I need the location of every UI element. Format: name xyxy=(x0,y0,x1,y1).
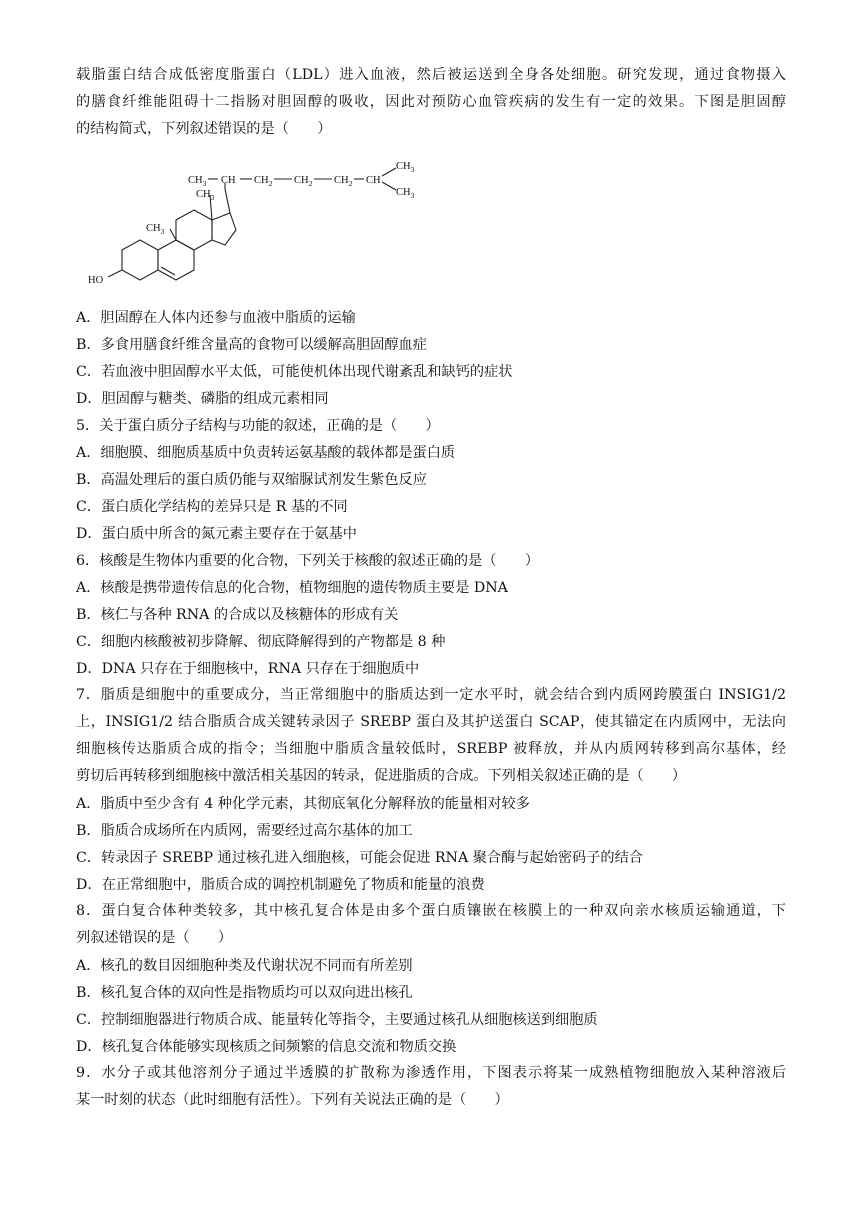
structure-label: $CH_3$ xyxy=(396,161,415,174)
question-7-option-a: A．脂质中至少含有 4 种化学元素，其彻底氧化分解释放的能量相对较多 xyxy=(76,796,530,812)
question-6-option-a: A．核酸是携带遗传信息的化合物，植物细胞的遗传物质主要是 DNA xyxy=(76,580,508,596)
question-5-stem: 5．关于蛋白质分子结构与功能的叙述，正确的是（ ） xyxy=(76,418,440,434)
question-4-intro-line: 的膳食纤维能阻碍十二指肠对胆固醇的吸收，因此对预防心血管疾病的发生有一定的效果。下图是胆固醇 xyxy=(76,94,786,110)
question-7-stem xyxy=(76,682,786,790)
question-8-option-d: D．核孔复合体能够实现核质之间频繁的信息交流和物质交换 xyxy=(76,1039,457,1055)
structure-label: $CH_2$ xyxy=(254,175,273,188)
question-8-stem-line: 列叙述错误的是（ ） xyxy=(76,930,233,946)
structure-label: HO xyxy=(88,275,104,286)
question-4-intro xyxy=(76,62,786,143)
question-8-stem xyxy=(76,898,786,952)
structure-label: $CH_3$ xyxy=(396,187,415,200)
question-4-intro-line: 载脂蛋白结合成低密度脂蛋白（LDL）进入血液，然后被运送到全身各处细胞。研究发现，通过食物摄入 xyxy=(76,67,786,83)
question-6-option-c: C．细胞内核酸被初步降解、彻底降解得到的产物都是 8 种 xyxy=(76,634,446,650)
structure-label: $CH_3$ xyxy=(188,175,207,188)
question-7-stem-line: 上，INSIG1/2 结合脂质合成关键转录因子 SREBP 蛋白及其护送蛋白 SCAP，使其锚定在内质网中，无法向 xyxy=(76,714,786,730)
question-7-option-b: B．脂质合成场所在内质网，需要经过高尔基体的加工 xyxy=(76,823,413,839)
question-6-option-d: D．DNA 只存在于细胞核中，RNA 只存在于细胞质中 xyxy=(76,661,420,677)
question-4-option-d: D．胆固醇与糖类、磷脂的组成元素相同 xyxy=(76,391,329,407)
question-9-stem-line: 9．水分子或其他溶剂分子通过半透膜的扩散称为渗透作用，下图表示将某一成熟植物细胞放入某种溶液后 xyxy=(76,1065,786,1081)
question-6-option-b: B．核仁与各种 RNA 的合成以及核糖体的形成有关 xyxy=(76,607,399,623)
question-7-stem-line: 剪切后再转移到细胞核中激活相关基因的转录，促进脂质的合成。下列相关叙述正确的是（ ） xyxy=(76,768,687,784)
question-5-option-c: C．蛋白质化学结构的差异只是 R 基的不同 xyxy=(76,499,348,515)
question-4-option-b: B．多食用膳食纤维含量高的食物可以缓解高胆固醇血症 xyxy=(76,337,427,353)
question-8-stem-line: 8．蛋白复合体种类较多，其中核孔复合体是由多个蛋白质镶嵌在核膜上的一种双向亲水核质运输通道，下 xyxy=(76,903,786,919)
question-8-option-b: B．核孔复合体的双向性是指物质均可以双向进出核孔 xyxy=(76,985,413,1001)
question-7-stem-line: 7．脂质是细胞中的重要成分，当正常细胞中的脂质达到一定水平时，就会结合到内质网跨膜蛋白 INSIG1/2 xyxy=(76,687,786,703)
question-7-option-c: C．转录因子 SREBP 通过核孔进入细胞核，可能会促进 RNA 聚合酶与起始密码子的结合 xyxy=(76,850,643,866)
question-9-stem-line: 某一时刻的状态（此时细胞有活性）。下列有关说法正确的是（ ） xyxy=(76,1092,509,1108)
structure-label: CH xyxy=(366,175,381,186)
question-4-intro-line: 的结构简式，下列叙述错误的是（ ） xyxy=(76,121,332,137)
question-6-stem: 6．核酸是生物体内重要的化合物，下列关于核酸的叙述正确的是（ ） xyxy=(76,553,540,569)
structure-label: CH xyxy=(221,175,236,186)
question-4-option-c: C．若血液中胆固醇水平太低，可能使机体出现代谢紊乱和缺钙的症状 xyxy=(76,364,513,380)
structure-label: $CH_2$ xyxy=(334,175,353,188)
question-7-option-d: D．在正常细胞中，脂质合成的调控机制避免了物质和能量的浪费 xyxy=(76,877,485,893)
question-9-stem xyxy=(76,1060,786,1114)
question-4-option-a: A．胆固醇在人体内还参与血液中脂质的运输 xyxy=(76,310,356,326)
structure-label: $CH_2$ xyxy=(294,175,313,188)
question-5-option-a: A．细胞膜、细胞质基质中负责转运氨基酸的载体都是蛋白质 xyxy=(76,445,456,461)
question-7-stem-line: 细胞核传达脂质合成的指令；当细胞中脂质含量较低时，SREBP 被释放，并从内质网转移到高尔基体，经 xyxy=(76,741,786,757)
structure-label: $CH_3$ xyxy=(196,189,215,202)
question-8-option-c: C．控制细胞器进行物质合成、能量转化等指令，主要通过核孔从细胞核送到细胞质 xyxy=(76,1012,598,1028)
cholesterol-structure-figure xyxy=(80,155,420,295)
question-5-option-b: B．高温处理后的蛋白质仍能与双缩脲试剂发生紫色反应 xyxy=(76,472,427,488)
question-8-option-a: A．核孔的数目因细胞种类及代谢状况不同而有所差别 xyxy=(76,958,413,974)
question-5-option-d: D．蛋白质中所含的氮元素主要存在于氨基中 xyxy=(76,526,357,542)
structure-label: $CH_3$ xyxy=(146,223,165,236)
